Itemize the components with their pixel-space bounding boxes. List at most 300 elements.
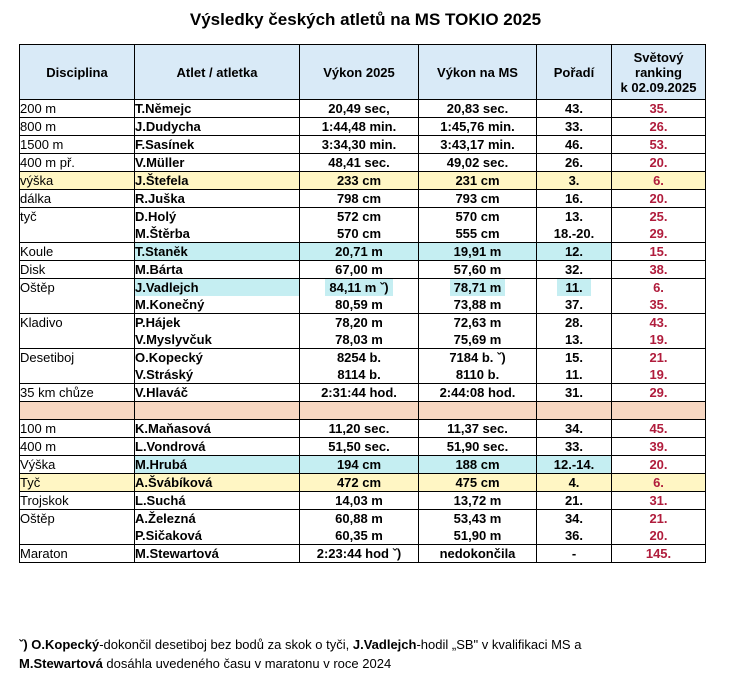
cell-perf-ms <box>419 154 537 172</box>
cell-perf-ms-line: 11,37 sec. <box>447 421 508 436</box>
cell-discipline <box>20 154 135 172</box>
cell-perf-2025-line: 1:44,48 min. <box>321 119 397 134</box>
cell-discipline <box>20 384 135 402</box>
cell-discipline <box>20 261 135 279</box>
cell-perf-ms-line: 793 cm <box>455 191 500 206</box>
cell-discipline <box>20 510 135 545</box>
cell-athlete <box>135 261 300 279</box>
cell-position <box>537 492 612 510</box>
cell-discipline <box>20 456 135 474</box>
cell-athlete <box>135 474 300 492</box>
cell-perf-2025-line: 51,50 sec. <box>328 439 390 454</box>
cell-perf-2025-line: 2:23:44 hod ˇ) <box>316 546 402 561</box>
header-ranking-line2: ranking <box>635 64 682 80</box>
cell-position-line: 46. <box>564 137 584 152</box>
cell-perf-2025-line <box>300 279 418 296</box>
table-row <box>20 510 706 545</box>
cell-perf-2025-line: 472 cm <box>336 475 382 490</box>
cell-perf-ms <box>419 279 537 314</box>
cell-discipline <box>20 100 135 118</box>
cell-perf-2025 <box>300 136 419 154</box>
cell-world-ranking <box>612 261 706 279</box>
cell-world-ranking-line: 6. <box>653 280 664 295</box>
cell-world-ranking-line: 19. <box>649 367 668 382</box>
cell-position <box>537 456 612 474</box>
footnote <box>19 635 719 673</box>
cell-athlete-line: K.Maňasová <box>135 421 211 436</box>
cell-world-ranking-line: 6. <box>653 475 664 490</box>
cell-position-line: 13. <box>564 332 584 347</box>
cell-athlete <box>135 243 300 261</box>
cell-perf-2025-line: 78,03 m <box>335 332 383 347</box>
cell-perf-2025 <box>300 545 419 563</box>
cell-position <box>537 172 612 190</box>
table-row <box>20 492 706 510</box>
separator-cell <box>419 402 537 420</box>
table-row <box>20 384 706 402</box>
cell-perf-ms-line: 555 cm <box>455 226 500 241</box>
cell-athlete-line <box>135 456 299 473</box>
cell-world-ranking <box>612 384 706 402</box>
cell-athlete-line: M.Stewartová <box>135 546 219 561</box>
cell-world-ranking-line: 35. <box>649 101 668 116</box>
cell-perf-ms-highlight: 78,71 m <box>450 279 506 296</box>
cell-perf-2025 <box>300 314 419 349</box>
cell-position <box>537 474 612 492</box>
cell-perf-ms-line: 53,43 m <box>453 511 502 526</box>
cell-world-ranking <box>612 190 706 208</box>
cell-discipline-line: Koule <box>20 244 54 259</box>
cell-discipline-line: Oštěp <box>20 511 55 526</box>
cell-discipline-line: Disk <box>20 262 46 277</box>
cell-perf-ms-line: 20,83 sec. <box>446 101 509 116</box>
cell-discipline <box>20 172 135 190</box>
table-row <box>20 136 706 154</box>
cell-discipline-spacer <box>20 225 134 242</box>
cell-position <box>537 154 612 172</box>
table-row <box>20 172 706 190</box>
cell-perf-ms-line: 188 cm <box>455 457 500 472</box>
table-header-row <box>20 45 706 100</box>
cell-perf-ms <box>419 545 537 563</box>
cell-position-line: 37. <box>564 297 584 312</box>
cell-position-line: 12.-14. <box>553 457 595 472</box>
cell-athlete-line: L.Vondrová <box>135 439 206 454</box>
table-row <box>20 243 706 261</box>
cell-discipline-line: Výška <box>20 457 56 472</box>
cell-position-line: 12. <box>564 244 584 259</box>
cell-perf-2025 <box>300 510 419 545</box>
cell-perf-2025 <box>300 243 419 261</box>
cell-discipline <box>20 243 135 261</box>
table-row <box>20 100 706 118</box>
cell-position <box>537 545 612 563</box>
cell-perf-ms <box>419 420 537 438</box>
cell-perf-2025 <box>300 208 419 243</box>
cell-athlete-line: M.Konečný <box>135 297 205 312</box>
cell-position-line: 34. <box>564 421 584 436</box>
cell-perf-ms <box>419 172 537 190</box>
cell-position <box>537 100 612 118</box>
cell-athlete-line: M.Bárta <box>135 262 183 277</box>
cell-discipline-line: Tyč <box>20 475 41 490</box>
cell-perf-2025 <box>300 420 419 438</box>
cell-perf-2025-line: 572 cm <box>336 209 382 224</box>
separator-cell <box>537 402 612 420</box>
cell-world-ranking-line: 43. <box>649 315 668 330</box>
cell-position-line <box>537 279 611 296</box>
footnote-text-stewartova: dosáhla uvedeného času v maratonu v roce 2024 <box>102 656 392 671</box>
cell-position-line: 32. <box>564 262 584 277</box>
cell-world-ranking <box>612 349 706 384</box>
cell-perf-ms <box>419 190 537 208</box>
cell-perf-ms-line: 75,69 m <box>453 332 502 347</box>
cell-position-line: 26. <box>564 155 584 170</box>
cell-discipline-line: výška <box>20 173 54 188</box>
cell-perf-ms <box>419 438 537 456</box>
header-ranking-line3: k 02.09.2025 <box>620 79 697 95</box>
cell-position-line: 43. <box>564 101 584 116</box>
cell-athlete <box>135 190 300 208</box>
cell-world-ranking-line: 45. <box>649 421 668 436</box>
cell-world-ranking <box>612 118 706 136</box>
cell-position-line: 16. <box>564 191 584 206</box>
cell-position <box>537 279 612 314</box>
cell-discipline <box>20 474 135 492</box>
cell-world-ranking-line: 35. <box>649 297 668 312</box>
cell-athlete <box>135 208 300 243</box>
cell-discipline-line: 800 m <box>20 119 57 134</box>
separator-cell <box>135 402 300 420</box>
cell-world-ranking <box>612 100 706 118</box>
cell-perf-2025 <box>300 492 419 510</box>
cell-athlete <box>135 118 300 136</box>
cell-perf-ms-line: 13,72 m <box>453 493 502 508</box>
cell-perf-2025-line: 798 cm <box>336 191 382 206</box>
cell-perf-ms-line: 475 cm <box>455 475 500 490</box>
cell-discipline-line: 35 km chůze <box>20 385 94 400</box>
cell-world-ranking-line: 20. <box>649 155 668 170</box>
footnote-mark: ˇ) <box>19 637 28 652</box>
cell-world-ranking <box>612 474 706 492</box>
cell-world-ranking-line: 15. <box>649 244 668 259</box>
cell-position-line: 31. <box>564 385 584 400</box>
cell-athlete <box>135 349 300 384</box>
cell-position <box>537 349 612 384</box>
cell-world-ranking-line: 20. <box>649 457 668 472</box>
cell-world-ranking <box>612 279 706 314</box>
cell-discipline <box>20 136 135 154</box>
cell-world-ranking <box>612 492 706 510</box>
cell-athlete <box>135 384 300 402</box>
cell-position-line: 18.-20. <box>553 226 595 241</box>
cell-perf-ms-line: 51,90 m <box>453 528 502 543</box>
cell-athlete-line: V.Hlaváč <box>135 385 189 400</box>
cell-position <box>537 314 612 349</box>
cell-world-ranking <box>612 172 706 190</box>
cell-athlete-line: R.Juška <box>135 191 185 206</box>
cell-athlete-line: V.Stráský <box>135 367 194 382</box>
cell-athlete <box>135 510 300 545</box>
header-discipline: Disciplina <box>20 45 135 100</box>
cell-discipline <box>20 349 135 384</box>
cell-perf-2025-line: 78,20 m <box>335 315 383 330</box>
cell-position <box>537 190 612 208</box>
cell-discipline-spacer <box>20 296 134 313</box>
header-ranking-line1: Světový <box>633 49 684 65</box>
separator-cell <box>300 402 419 420</box>
cell-discipline <box>20 118 135 136</box>
cell-perf-2025 <box>300 100 419 118</box>
cell-perf-ms <box>419 456 537 474</box>
cell-perf-2025 <box>300 279 419 314</box>
cell-world-ranking-line: 29. <box>649 226 668 241</box>
page-title: Výsledky českých atletů na MS TOKIO 2025 <box>189 10 542 29</box>
cell-perf-2025 <box>300 349 419 384</box>
header-world-ranking <box>612 45 706 100</box>
separator-cell <box>612 402 706 420</box>
cell-athlete-line: L.Suchá <box>135 493 186 508</box>
cell-athlete-line: V.Myslyvčuk <box>135 332 212 347</box>
cell-position <box>537 208 612 243</box>
cell-perf-2025-line: 2:31:44 hod. <box>321 385 397 400</box>
header-perf-ms: Výkon na MS <box>419 45 537 100</box>
cell-perf-2025-line: 60,88 m <box>335 511 383 526</box>
cell-discipline-line: 400 m př. <box>20 155 75 170</box>
cell-discipline-spacer <box>20 366 134 383</box>
cell-perf-ms-line: 73,88 m <box>453 297 502 312</box>
cell-world-ranking <box>612 208 706 243</box>
cell-athlete <box>135 492 300 510</box>
cell-position-line: 4. <box>568 475 580 490</box>
cell-position-line: 15. <box>564 350 584 365</box>
cell-perf-ms-line: 231 cm <box>455 173 500 188</box>
table-row <box>20 208 706 243</box>
cell-position <box>537 243 612 261</box>
table-row <box>20 349 706 384</box>
cell-position <box>537 261 612 279</box>
cell-position-line: 11. <box>565 367 583 382</box>
cell-world-ranking-line: 31. <box>649 493 668 508</box>
cell-perf-ms-line: 19,91 m <box>453 244 502 259</box>
cell-discipline <box>20 314 135 349</box>
cell-world-ranking-line: 26. <box>649 119 668 134</box>
cell-athlete <box>135 438 300 456</box>
cell-discipline <box>20 190 135 208</box>
cell-perf-ms <box>419 118 537 136</box>
cell-perf-ms-line: 1:45,76 min. <box>440 119 515 134</box>
footnote-line1 <box>19 635 719 654</box>
table-row <box>20 118 706 136</box>
cell-perf-ms <box>419 314 537 349</box>
cell-world-ranking-line: 19. <box>649 332 668 347</box>
cell-perf-2025 <box>300 172 419 190</box>
cell-discipline-line: 1500 m <box>20 137 64 152</box>
cell-position-line: 33. <box>564 439 584 454</box>
cell-perf-2025-line: 3:34,30 min. <box>321 137 397 152</box>
cell-discipline-line: Kladivo <box>20 315 63 330</box>
results-table <box>19 44 706 563</box>
cell-perf-2025 <box>300 261 419 279</box>
cell-world-ranking <box>612 420 706 438</box>
cell-perf-2025 <box>300 474 419 492</box>
cell-perf-ms-line: 8110 b. <box>455 367 500 382</box>
cell-discipline-line: 100 m <box>20 421 57 436</box>
cell-perf-ms <box>419 349 537 384</box>
cell-discipline <box>20 208 135 243</box>
cell-world-ranking-line: 39. <box>649 439 668 454</box>
cell-position-line: 13. <box>564 209 584 224</box>
cell-world-ranking-line: 21. <box>649 511 668 526</box>
cell-athlete-line: A.Švábíková <box>135 475 213 490</box>
cell-perf-ms-line: 51,90 sec. <box>446 439 509 454</box>
cell-perf-2025-line: 8114 b. <box>337 367 381 382</box>
cell-perf-2025-highlight: 84,11 m ˇ) <box>325 279 392 296</box>
cell-world-ranking <box>612 314 706 349</box>
footnote-name-kopecky: O.Kopecký <box>31 637 100 652</box>
cell-athlete-line: V.Müller <box>135 155 185 170</box>
cell-world-ranking <box>612 456 706 474</box>
cell-athlete-line: J.Štefela <box>135 173 189 188</box>
cell-world-ranking-line: 25. <box>649 209 668 224</box>
table-row <box>20 456 706 474</box>
cell-athlete-line: P.Hájek <box>135 315 181 330</box>
table-row <box>20 438 706 456</box>
cell-athlete-highlight: M.Hrubá <box>135 456 299 473</box>
cell-position-line: - <box>571 546 577 561</box>
cell-world-ranking <box>612 438 706 456</box>
header-position: Pořadí <box>537 45 612 100</box>
cell-world-ranking-line: 145. <box>645 546 672 561</box>
cell-discipline-line: Desetiboj <box>20 350 75 365</box>
cell-perf-ms-line: 57,60 m <box>453 262 502 277</box>
separator-row <box>20 402 706 420</box>
cell-perf-2025-line: 60,35 m <box>335 528 383 543</box>
cell-world-ranking <box>612 243 706 261</box>
cell-perf-2025-line: 20,49 sec, <box>328 101 390 116</box>
table-row <box>20 261 706 279</box>
cell-athlete-line <box>135 279 299 296</box>
cell-world-ranking-line: 21. <box>649 350 668 365</box>
cell-perf-ms <box>419 474 537 492</box>
header-perf-2025: Výkon 2025 <box>300 45 419 100</box>
cell-world-ranking-line: 29. <box>649 385 668 400</box>
cell-perf-ms-line: 570 cm <box>455 209 500 224</box>
cell-position-line: 36. <box>564 528 584 543</box>
cell-position <box>537 136 612 154</box>
table-row <box>20 154 706 172</box>
table-row <box>20 279 706 314</box>
cell-perf-ms <box>419 261 537 279</box>
cell-perf-ms-line: 72,63 m <box>453 315 502 330</box>
cell-perf-2025 <box>300 154 419 172</box>
cell-perf-2025 <box>300 438 419 456</box>
cell-perf-2025-line: 14,03 m <box>335 493 383 508</box>
cell-perf-2025 <box>300 384 419 402</box>
cell-athlete <box>135 420 300 438</box>
cell-position <box>537 118 612 136</box>
separator-cell <box>20 402 135 420</box>
cell-position-line: 34. <box>564 511 584 526</box>
cell-athlete <box>135 136 300 154</box>
cell-athlete <box>135 314 300 349</box>
footnote-text-vadlejch: -hodil „SB" v kvalifikaci MS a <box>416 637 582 652</box>
cell-athlete-line: A.Železná <box>135 511 196 526</box>
cell-discipline-line: Oštěp <box>20 280 55 295</box>
table-row <box>20 474 706 492</box>
cell-perf-2025 <box>300 456 419 474</box>
cell-perf-ms <box>419 384 537 402</box>
cell-perf-ms <box>419 243 537 261</box>
cell-position <box>537 420 612 438</box>
cell-discipline <box>20 438 135 456</box>
cell-discipline <box>20 545 135 563</box>
cell-discipline-line: tyč <box>20 209 37 224</box>
cell-discipline <box>20 279 135 314</box>
cell-perf-2025 <box>300 118 419 136</box>
cell-athlete-highlight: T.Staněk <box>135 243 299 260</box>
cell-world-ranking <box>612 510 706 545</box>
cell-world-ranking-line: 20. <box>649 528 668 543</box>
cell-athlete <box>135 545 300 563</box>
cell-athlete <box>135 172 300 190</box>
table-row <box>20 420 706 438</box>
cell-perf-2025-line: 11,20 sec. <box>328 421 390 436</box>
cell-athlete-line: F.Sasínek <box>135 137 195 152</box>
cell-discipline-line: 200 m <box>20 101 57 116</box>
cell-perf-2025 <box>300 190 419 208</box>
cell-athlete <box>135 279 300 314</box>
cell-discipline <box>20 492 135 510</box>
cell-perf-2025-line: 233 cm <box>336 173 382 188</box>
cell-discipline-spacer <box>20 527 134 544</box>
cell-perf-2025-line: 570 cm <box>336 226 382 241</box>
cell-world-ranking-line: 53. <box>649 137 668 152</box>
cell-perf-ms-line: 3:43,17 min. <box>440 137 515 152</box>
footnote-line2 <box>19 654 719 673</box>
cell-position-highlight: 11. <box>557 279 590 296</box>
cell-perf-ms <box>419 100 537 118</box>
cell-athlete <box>135 154 300 172</box>
cell-discipline-line: dálka <box>20 191 52 206</box>
footnote-name-vadlejch: J.Vadlejch <box>352 637 417 652</box>
footnote-name-stewartova: M.Stewartová <box>19 656 103 671</box>
table-row <box>20 314 706 349</box>
cell-position <box>537 510 612 545</box>
cell-position <box>537 384 612 402</box>
cell-perf-2025-line: 80,59 m <box>335 297 383 312</box>
cell-world-ranking-line: 6. <box>653 173 664 188</box>
cell-athlete-line <box>135 243 299 260</box>
cell-perf-ms-line: 7184 b. ˇ) <box>449 350 506 365</box>
cell-discipline-spacer <box>20 331 134 348</box>
cell-athlete-line: J.Dudycha <box>135 119 201 134</box>
cell-position <box>537 438 612 456</box>
cell-athlete <box>135 100 300 118</box>
cell-world-ranking-line: 38. <box>649 262 668 277</box>
cell-position-line: 3. <box>568 173 580 188</box>
cell-discipline-line: Trojskok <box>20 493 69 508</box>
cell-perf-2025-line: 48,41 sec. <box>328 155 390 170</box>
cell-perf-ms <box>419 510 537 545</box>
footnote-text-kopecky: -dokončil desetiboj bez bodů za skok o tyči, <box>99 637 353 652</box>
cell-athlete-line: P.Sičaková <box>135 528 202 543</box>
cell-world-ranking <box>612 545 706 563</box>
cell-perf-2025-line: 67,00 m <box>335 262 383 277</box>
cell-world-ranking-line: 20. <box>649 191 668 206</box>
cell-perf-ms <box>419 208 537 243</box>
cell-perf-2025-line: 20,71 m <box>335 244 383 259</box>
